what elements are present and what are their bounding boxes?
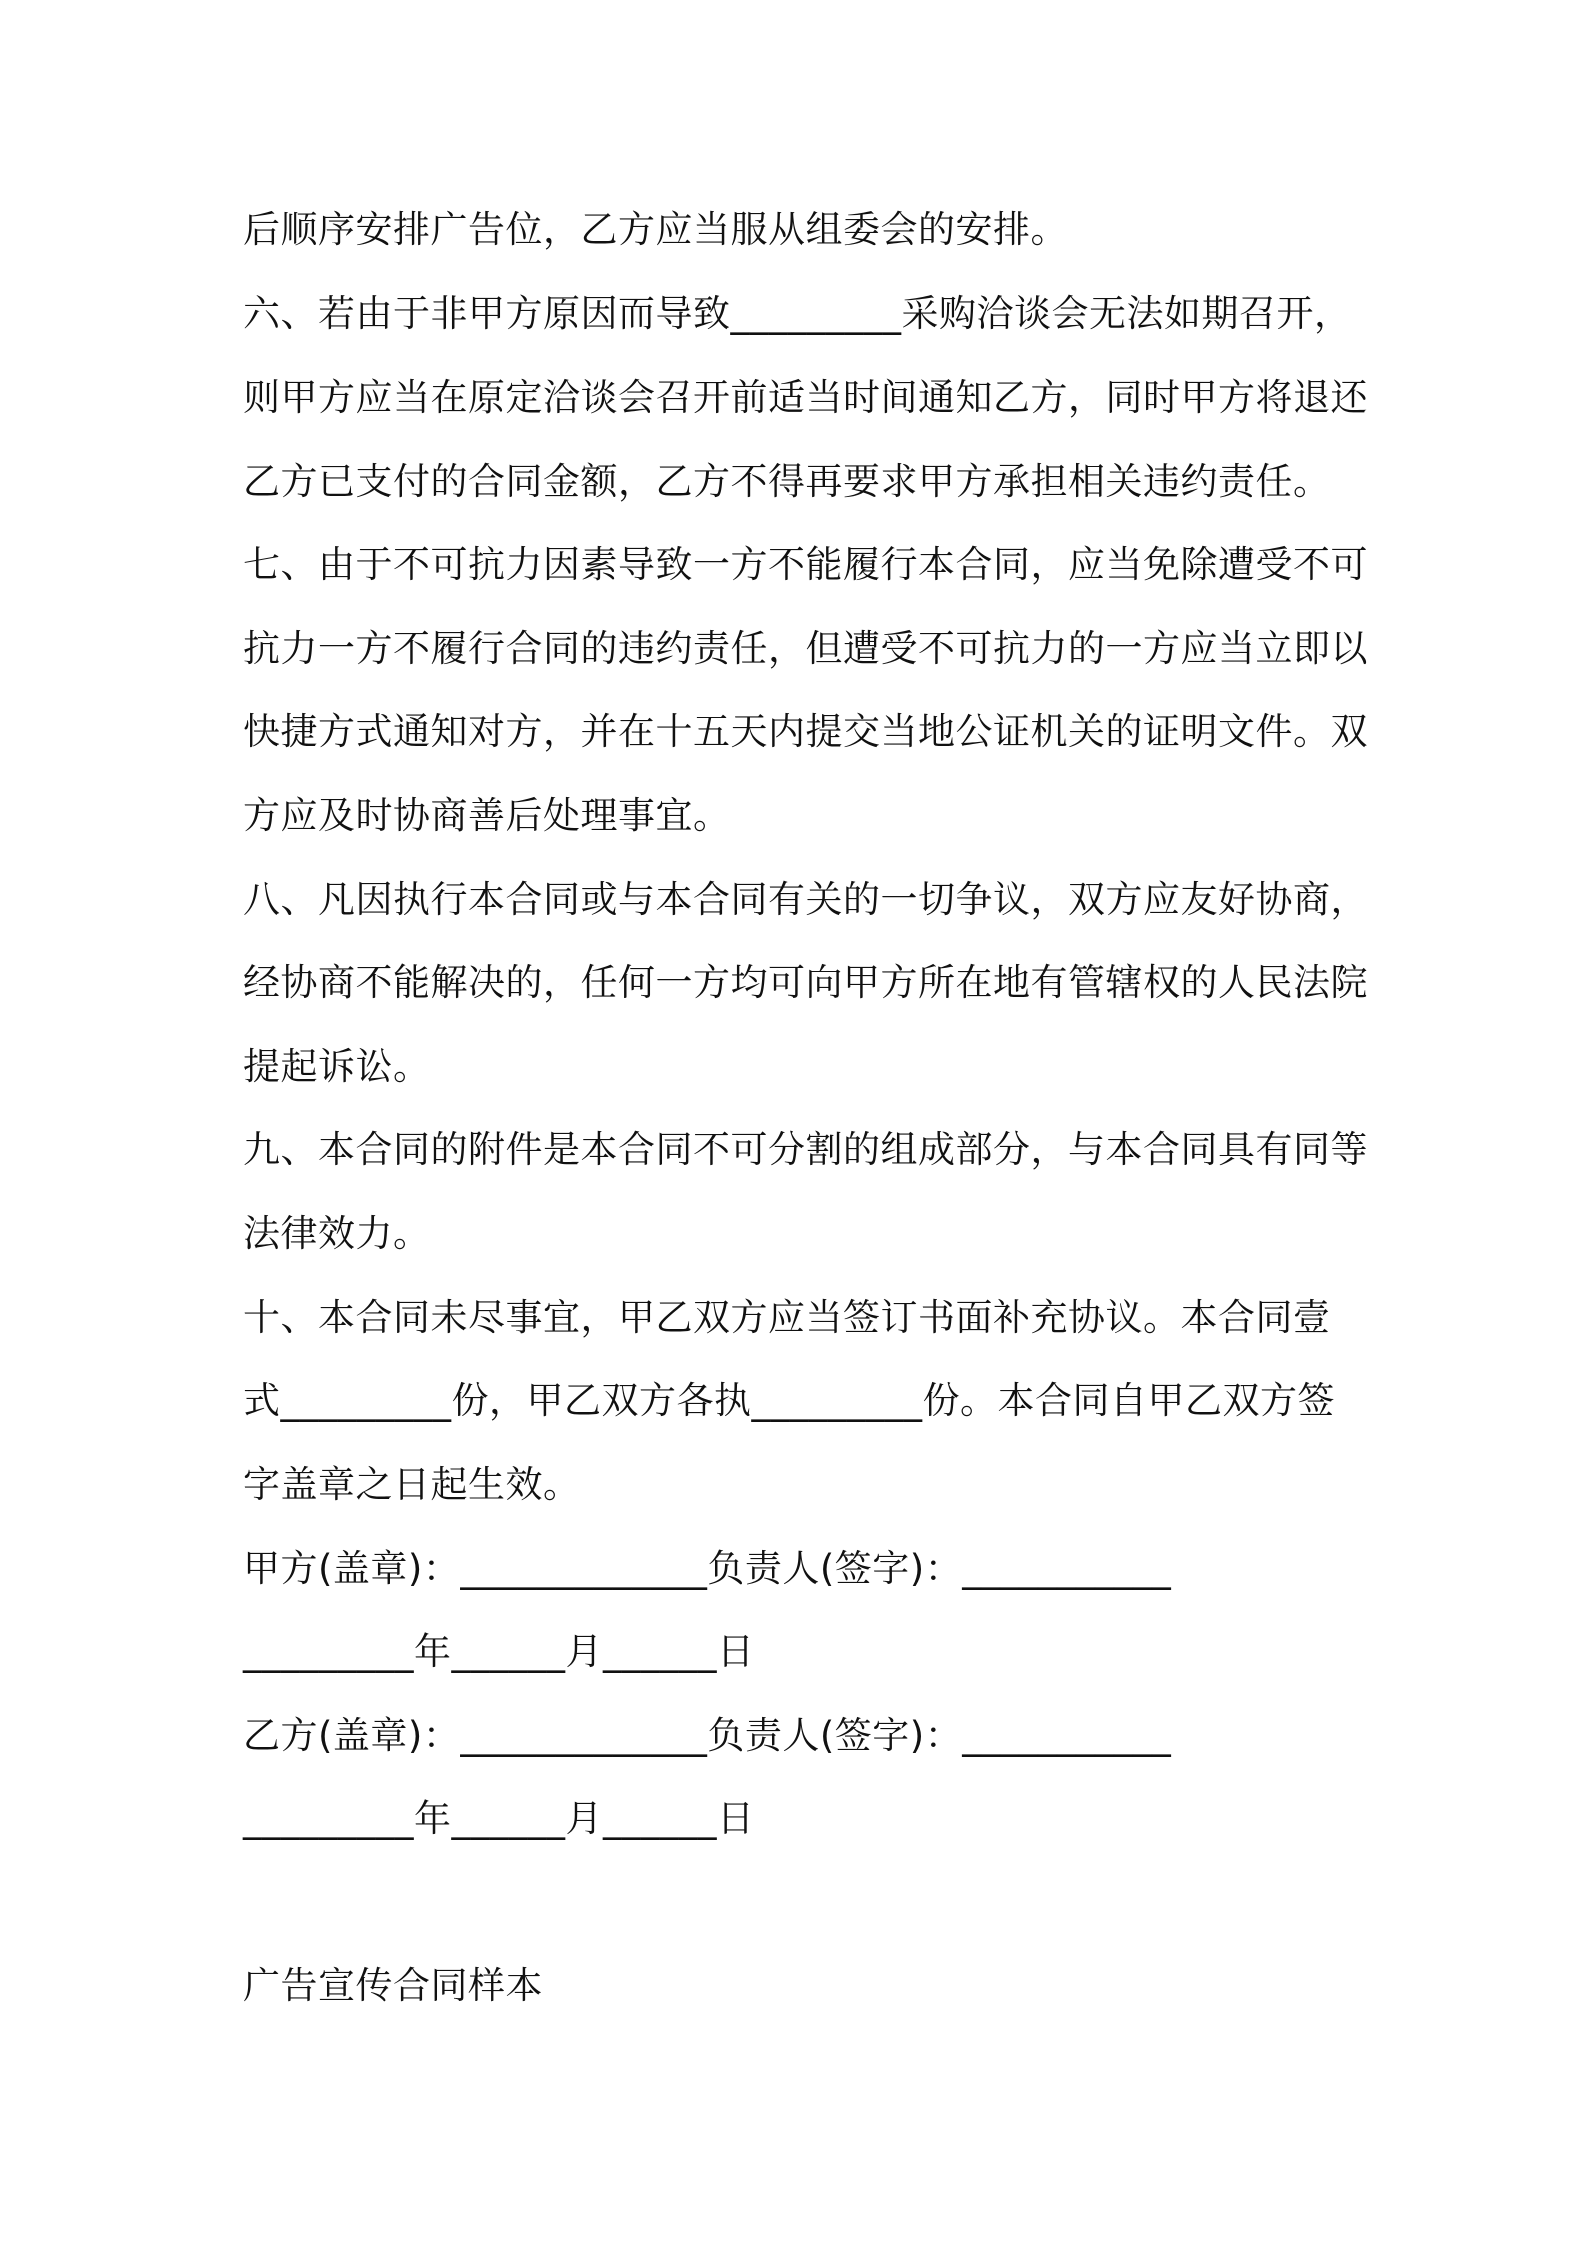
party-b-date-line: _________年______月______日 — [243, 1797, 755, 1840]
clause-9-line-2: 法律效力。 — [243, 1212, 431, 1255]
clause-9-line-1: 九、本合同的附件是本合同不可分割的组成部分，与本合同具有同等 — [243, 1128, 1368, 1171]
clause-8-line-1: 八、凡因执行本合同或与本合同有关的一切争议，双方应友好协商， — [243, 878, 1368, 921]
party-b-signature-line: 乙方(盖章)：_____________负责人(签字)：___________ — [243, 1714, 1172, 1757]
clause-10-line-1: 十、本合同未尽事宜，甲乙双方应当签订书面补充协议。本合同壹 — [243, 1296, 1331, 1339]
clause-10-line-2: 式_________份，甲乙双方各执_________份。本合同自甲乙双方签 — [243, 1379, 1335, 1422]
clause-7-line-1: 七、由于不可抗力因素导致一方不能履行本合同，应当免除遭受不可 — [243, 543, 1368, 586]
clause-7-line-4: 方应及时协商善后处理事宜。 — [243, 794, 731, 837]
document-title: 广告宣传合同样本 — [243, 1964, 543, 2007]
text-line-1: 后顺序安排广告位，乙方应当服从组委会的安排。 — [243, 208, 1068, 251]
clause-7-line-2: 抗力一方不履行合同的违约责任，但遭受不可抗力的一方应当立即以 — [243, 627, 1368, 670]
clause-8-line-2: 经协商不能解决的，任何一方均可向甲方所在地有管辖权的人民法院 — [243, 961, 1368, 1004]
clause-6-line-3: 乙方已支付的合同金额，乙方不得再要求甲方承担相关违约责任。 — [243, 460, 1331, 503]
clause-7-line-3: 快捷方式通知对方，并在十五天内提交当地公证机关的证明文件。双 — [243, 710, 1368, 753]
clause-10-line-3: 字盖章之日起生效。 — [243, 1463, 581, 1506]
party-a-date-line: _________年______月______日 — [243, 1630, 755, 1673]
clause-6-line-1: 六、若由于非甲方原因而导致_________采购洽谈会无法如期召开， — [243, 292, 1352, 335]
clause-8-line-3: 提起诉讼。 — [243, 1045, 431, 1088]
clause-6-line-2: 则甲方应当在原定洽谈会召开前适当时间通知乙方，同时甲方将退还 — [243, 376, 1368, 419]
party-a-signature-line: 甲方(盖章)：_____________负责人(签字)：___________ — [243, 1547, 1172, 1590]
